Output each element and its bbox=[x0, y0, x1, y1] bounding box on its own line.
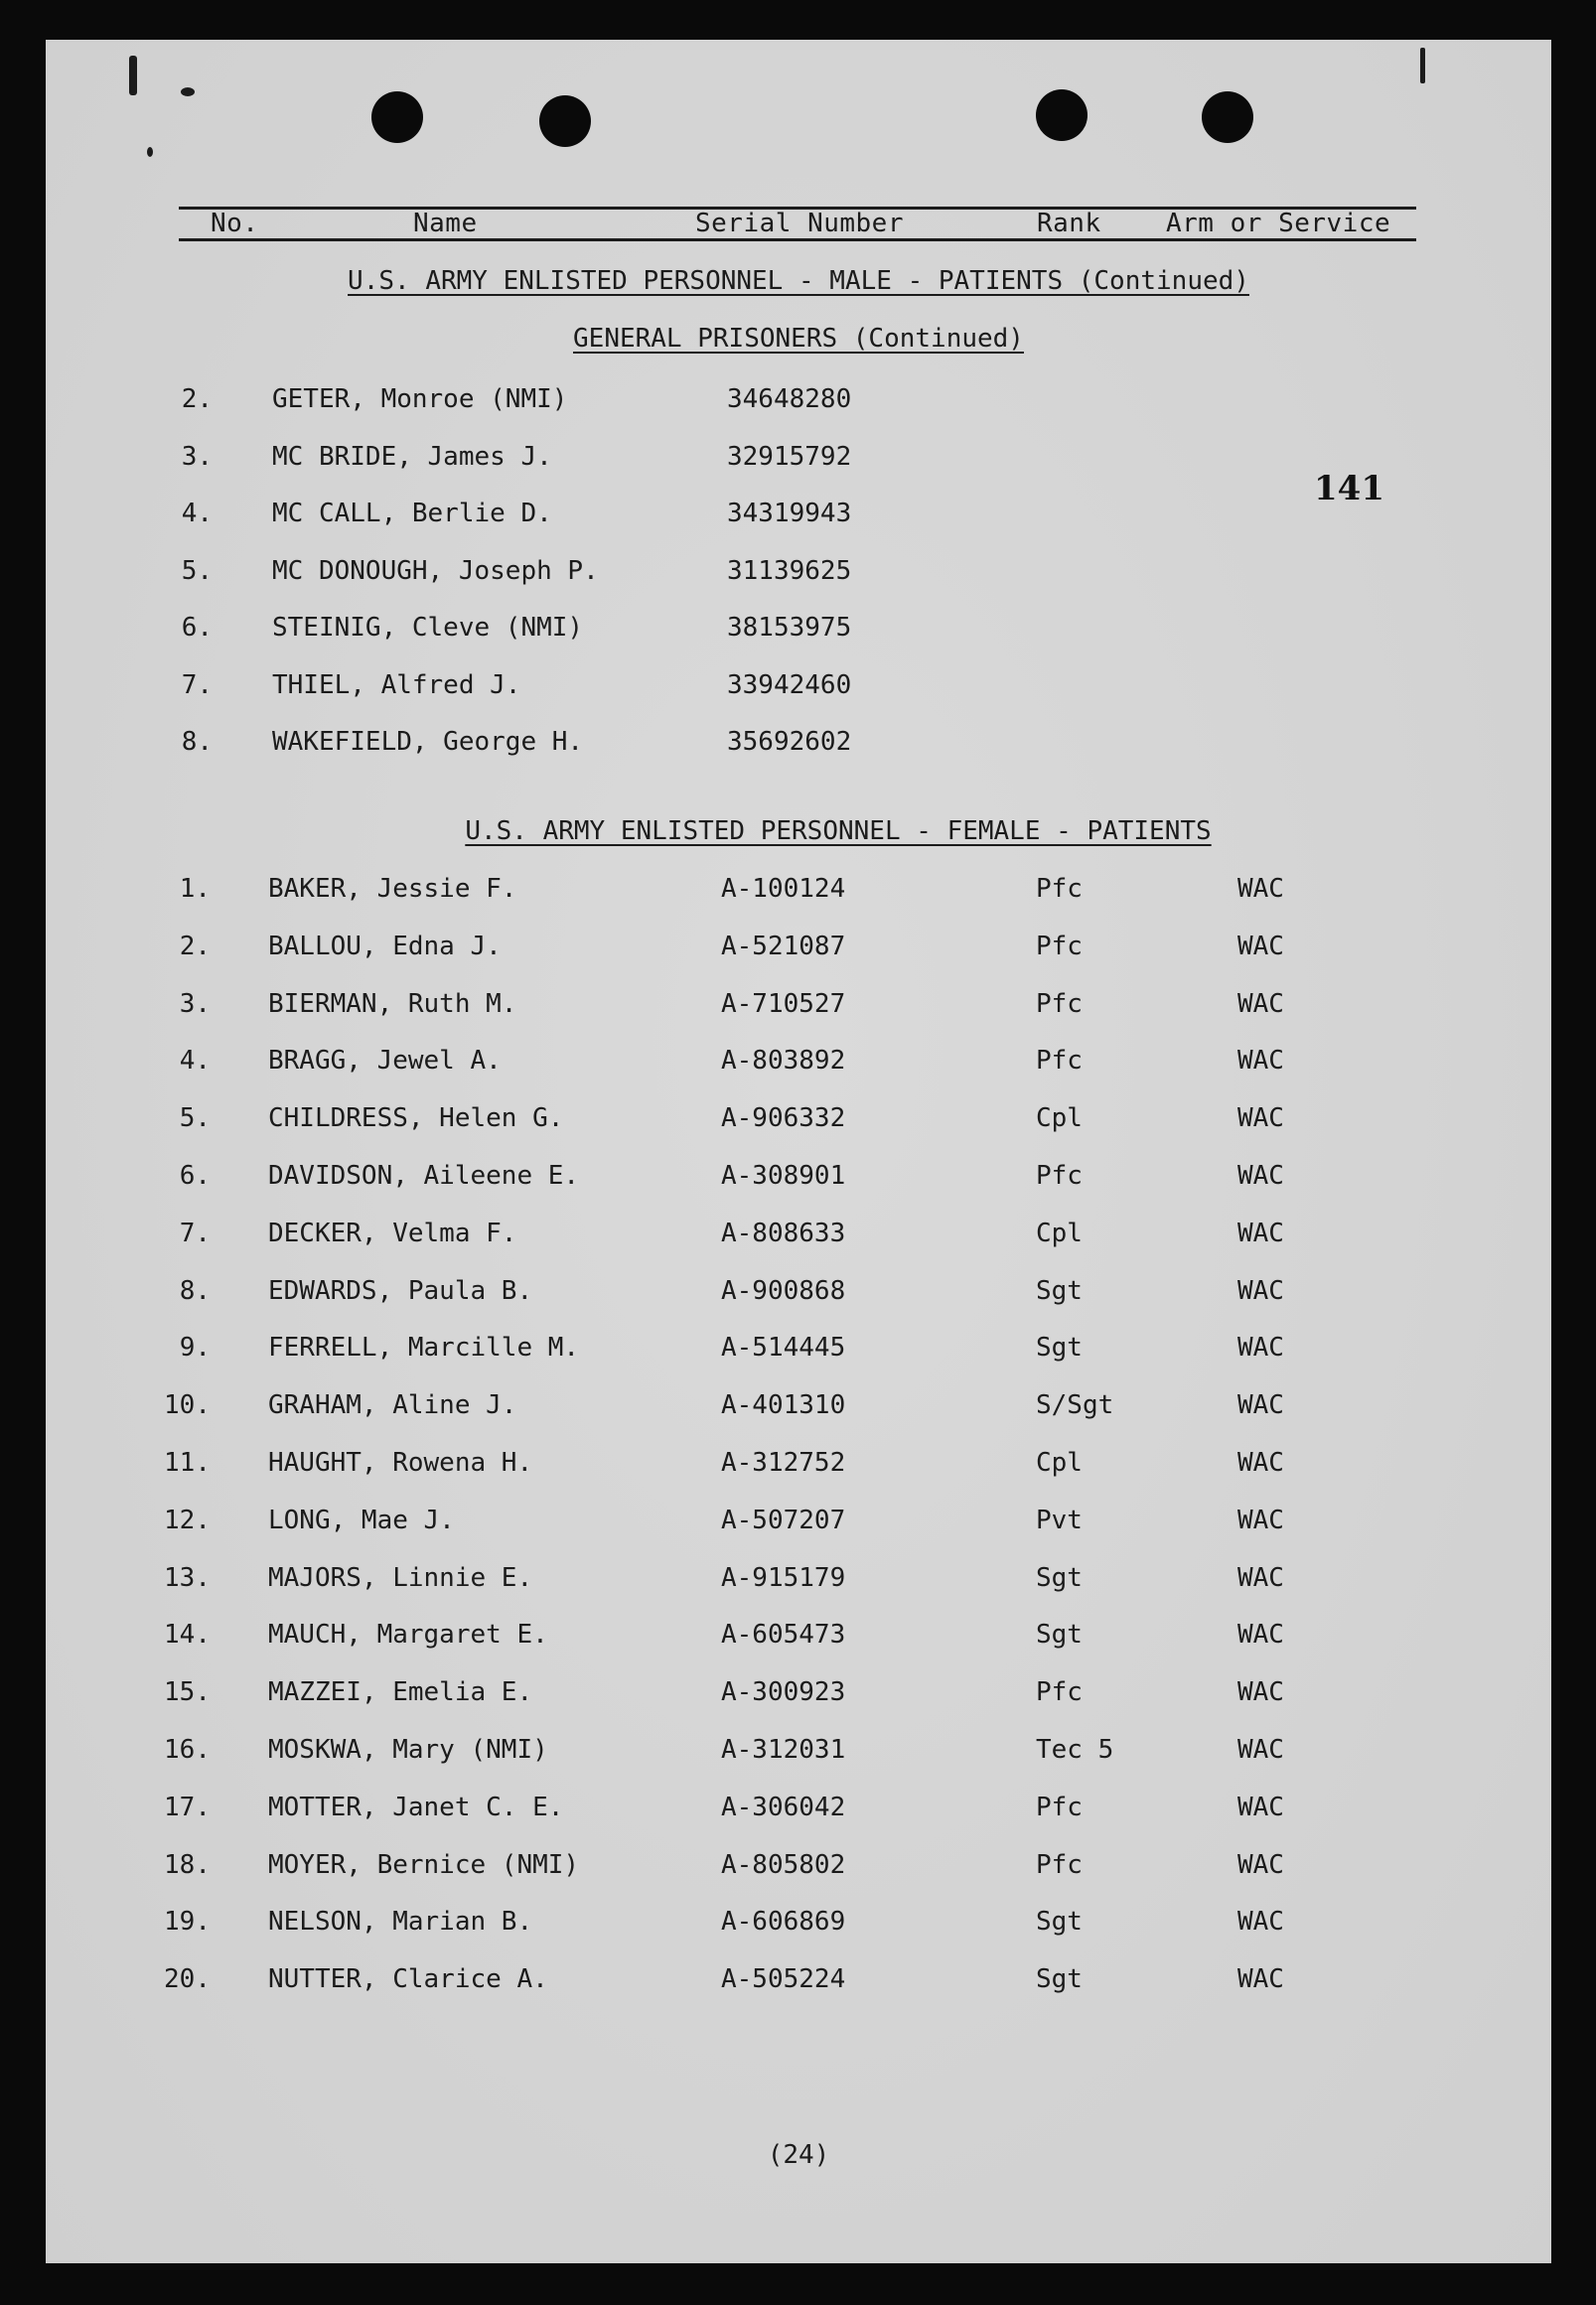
row-serial: A-507207 bbox=[721, 1505, 846, 1535]
row-number: 8. bbox=[181, 727, 213, 757]
row-number: 18. bbox=[164, 1849, 211, 1880]
row-name: MC CALL, Berlie D. bbox=[272, 499, 552, 528]
row-serial: 32915792 bbox=[727, 441, 852, 472]
section-title-male: U.S. ARMY ENLISTED PERSONNEL - MALE - PATIENTS (Continued) bbox=[348, 266, 1249, 296]
row-name: MOSKWA, Mary (NMI) bbox=[268, 1735, 548, 1765]
row-rank: Sgt bbox=[1036, 1562, 1083, 1593]
table-row bbox=[46, 613, 1551, 652]
row-serial: 33942460 bbox=[727, 669, 852, 700]
table-row bbox=[46, 727, 1551, 767]
row-arm: WAC bbox=[1237, 1046, 1284, 1077]
row-serial: 31139625 bbox=[727, 555, 852, 586]
row-rank: Pfc bbox=[1036, 931, 1083, 961]
row-name: BAKER, Jessie F. bbox=[268, 874, 517, 904]
column-header-no: No. bbox=[211, 209, 259, 238]
ink-speck-icon bbox=[181, 87, 195, 96]
row-arm: WAC bbox=[1237, 1448, 1284, 1478]
row-serial: A-605473 bbox=[721, 1620, 846, 1651]
page-stamp: 141 bbox=[1314, 469, 1384, 508]
row-number: 8. bbox=[179, 1275, 211, 1306]
row-name: MC DONOUGH, Joseph P. bbox=[272, 555, 599, 586]
row-number: 13. bbox=[164, 1562, 211, 1593]
row-name: MOYER, Bernice (NMI) bbox=[268, 1849, 580, 1880]
row-number: 6. bbox=[181, 613, 213, 643]
row-number: 4. bbox=[181, 499, 213, 528]
row-number: 19. bbox=[164, 1907, 211, 1938]
row-name: WAKEFIELD, George H. bbox=[272, 727, 584, 757]
row-serial: A-808633 bbox=[721, 1218, 846, 1248]
column-header-rank: Rank bbox=[1037, 209, 1101, 238]
row-serial: A-505224 bbox=[721, 1964, 846, 1995]
row-arm: WAC bbox=[1237, 931, 1284, 961]
row-arm: WAC bbox=[1237, 1735, 1284, 1765]
row-name: BALLOU, Edna J. bbox=[268, 931, 502, 961]
table-row bbox=[46, 1964, 1551, 2004]
row-serial: A-308901 bbox=[721, 1161, 846, 1191]
punch-hole-icon bbox=[1036, 89, 1088, 141]
row-rank: Tec 5 bbox=[1036, 1735, 1114, 1765]
row-rank: Pfc bbox=[1036, 1677, 1083, 1708]
table-row bbox=[46, 1620, 1551, 1659]
row-rank: Pfc bbox=[1036, 874, 1083, 904]
row-arm: WAC bbox=[1237, 1677, 1284, 1708]
row-name: CHILDRESS, Helen G. bbox=[268, 1103, 564, 1134]
punch-hole-icon bbox=[371, 91, 423, 143]
row-name: DAVIDSON, Aileene E. bbox=[268, 1161, 580, 1191]
row-number: 3. bbox=[179, 988, 211, 1019]
punch-hole-icon bbox=[1202, 91, 1253, 143]
row-number: 2. bbox=[181, 384, 213, 414]
row-name: BIERMAN, Ruth M. bbox=[268, 988, 517, 1019]
table-row bbox=[46, 989, 1551, 1029]
table-row bbox=[46, 1046, 1551, 1085]
row-number: 16. bbox=[164, 1735, 211, 1765]
document-page bbox=[46, 40, 1551, 2263]
row-name: GETER, Monroe (NMI) bbox=[272, 384, 568, 414]
row-arm: WAC bbox=[1237, 1562, 1284, 1593]
row-serial: A-521087 bbox=[721, 931, 846, 961]
row-serial: A-312031 bbox=[721, 1735, 846, 1765]
row-rank: Sgt bbox=[1036, 1275, 1083, 1306]
row-serial: A-306042 bbox=[721, 1792, 846, 1822]
row-name: FERRELL, Marcille M. bbox=[268, 1333, 580, 1364]
row-rank: Sgt bbox=[1036, 1907, 1083, 1938]
row-name: DECKER, Velma F. bbox=[268, 1218, 517, 1248]
table-row bbox=[46, 1103, 1551, 1143]
ink-speck-icon bbox=[147, 147, 153, 157]
row-number: 1. bbox=[179, 874, 211, 904]
row-serial: 35692602 bbox=[727, 727, 852, 757]
section-title-prisoners: GENERAL PRISONERS (Continued) bbox=[573, 324, 1024, 354]
row-arm: WAC bbox=[1237, 1505, 1284, 1535]
column-header-arm: Arm or Service bbox=[1166, 209, 1391, 238]
ink-speck-icon bbox=[1420, 48, 1425, 83]
table-row bbox=[46, 932, 1551, 971]
row-number: 6. bbox=[179, 1161, 211, 1191]
column-header-name: Name bbox=[413, 209, 478, 238]
row-number: 20. bbox=[164, 1964, 211, 1995]
row-name: MC BRIDE, James J. bbox=[272, 441, 552, 472]
row-number: 11. bbox=[164, 1448, 211, 1478]
row-arm: WAC bbox=[1237, 988, 1284, 1019]
table-row bbox=[46, 556, 1551, 596]
header-bottom-rule bbox=[179, 238, 1416, 241]
table-row bbox=[46, 1907, 1551, 1946]
row-arm: WAC bbox=[1237, 1275, 1284, 1306]
table-row bbox=[46, 1850, 1551, 1890]
row-serial: 34319943 bbox=[727, 499, 852, 528]
row-number: 7. bbox=[179, 1218, 211, 1248]
row-arm: WAC bbox=[1237, 1792, 1284, 1822]
row-number: 12. bbox=[164, 1505, 211, 1535]
table-row bbox=[46, 1161, 1551, 1201]
row-serial: 34648280 bbox=[727, 384, 852, 414]
row-rank: Cpl bbox=[1036, 1218, 1083, 1248]
row-serial: 38153975 bbox=[727, 613, 852, 643]
row-number: 14. bbox=[164, 1620, 211, 1651]
row-number: 3. bbox=[181, 441, 213, 472]
row-serial: A-100124 bbox=[721, 874, 846, 904]
section-title-female: U.S. ARMY ENLISTED PERSONNEL - FEMALE - PATIENTS bbox=[465, 816, 1212, 846]
table-row bbox=[46, 1677, 1551, 1717]
table-row bbox=[46, 670, 1551, 710]
row-arm: WAC bbox=[1237, 1333, 1284, 1364]
row-serial: A-906332 bbox=[721, 1103, 846, 1134]
row-arm: WAC bbox=[1237, 874, 1284, 904]
row-arm: WAC bbox=[1237, 1390, 1284, 1421]
row-number: 15. bbox=[164, 1677, 211, 1708]
row-rank: Cpl bbox=[1036, 1103, 1083, 1134]
table-row bbox=[46, 1506, 1551, 1545]
row-name: BRAGG, Jewel A. bbox=[268, 1046, 502, 1077]
row-name: MAJORS, Linnie E. bbox=[268, 1562, 533, 1593]
row-rank: Pfc bbox=[1036, 1046, 1083, 1077]
row-serial: A-401310 bbox=[721, 1390, 846, 1421]
row-number: 9. bbox=[179, 1333, 211, 1364]
row-name: HAUGHT, Rowena H. bbox=[268, 1448, 533, 1478]
row-arm: WAC bbox=[1237, 1161, 1284, 1191]
row-rank: Pfc bbox=[1036, 1849, 1083, 1880]
row-number: 5. bbox=[179, 1103, 211, 1134]
row-serial: A-606869 bbox=[721, 1907, 846, 1938]
row-number: 10. bbox=[164, 1390, 211, 1421]
row-name: LONG, Mae J. bbox=[268, 1505, 455, 1535]
row-number: 2. bbox=[179, 931, 211, 961]
row-rank: Sgt bbox=[1036, 1620, 1083, 1651]
row-arm: WAC bbox=[1237, 1907, 1284, 1938]
row-number: 17. bbox=[164, 1792, 211, 1822]
row-name: NUTTER, Clarice A. bbox=[268, 1964, 548, 1995]
table-row bbox=[46, 1735, 1551, 1775]
row-name: EDWARDS, Paula B. bbox=[268, 1275, 533, 1306]
table-row bbox=[46, 1219, 1551, 1258]
row-number: 5. bbox=[181, 555, 213, 586]
row-number: 4. bbox=[179, 1046, 211, 1077]
row-number: 7. bbox=[181, 669, 213, 700]
row-rank: Sgt bbox=[1036, 1964, 1083, 1995]
table-row bbox=[46, 384, 1551, 424]
row-rank: Pfc bbox=[1036, 1792, 1083, 1822]
row-name: GRAHAM, Aline J. bbox=[268, 1390, 517, 1421]
row-arm: WAC bbox=[1237, 1620, 1284, 1651]
ink-speck-icon bbox=[129, 56, 137, 95]
page-number: (24) bbox=[767, 2140, 830, 2170]
row-serial: A-805802 bbox=[721, 1849, 846, 1880]
row-serial: A-710527 bbox=[721, 988, 846, 1019]
row-serial: A-900868 bbox=[721, 1275, 846, 1306]
row-rank: Pfc bbox=[1036, 988, 1083, 1019]
table-row bbox=[46, 1793, 1551, 1832]
row-serial: A-915179 bbox=[721, 1562, 846, 1593]
row-name: THIEL, Alfred J. bbox=[272, 669, 521, 700]
row-rank: Pfc bbox=[1036, 1161, 1083, 1191]
row-serial: A-803892 bbox=[721, 1046, 846, 1077]
row-name: MOTTER, Janet C. E. bbox=[268, 1792, 564, 1822]
row-arm: WAC bbox=[1237, 1849, 1284, 1880]
row-serial: A-514445 bbox=[721, 1333, 846, 1364]
row-arm: WAC bbox=[1237, 1103, 1284, 1134]
table-row bbox=[46, 1563, 1551, 1603]
column-header-serial: Serial Number bbox=[695, 209, 904, 238]
row-serial: A-300923 bbox=[721, 1677, 846, 1708]
row-arm: WAC bbox=[1237, 1964, 1284, 1995]
row-rank: S/Sgt bbox=[1036, 1390, 1114, 1421]
table-row bbox=[46, 1276, 1551, 1316]
row-arm: WAC bbox=[1237, 1218, 1284, 1248]
row-rank: Sgt bbox=[1036, 1333, 1083, 1364]
row-rank: Cpl bbox=[1036, 1448, 1083, 1478]
table-row bbox=[46, 1333, 1551, 1372]
row-serial: A-312752 bbox=[721, 1448, 846, 1478]
row-name: STEINIG, Cleve (NMI) bbox=[272, 613, 584, 643]
row-name: MAZZEI, Emelia E. bbox=[268, 1677, 533, 1708]
table-row bbox=[46, 1448, 1551, 1488]
table-row bbox=[46, 874, 1551, 914]
row-name: MAUCH, Margaret E. bbox=[268, 1620, 548, 1651]
table-row bbox=[46, 1390, 1551, 1430]
punch-hole-icon bbox=[539, 95, 591, 147]
row-rank: Pvt bbox=[1036, 1505, 1083, 1535]
row-name: NELSON, Marian B. bbox=[268, 1907, 533, 1938]
